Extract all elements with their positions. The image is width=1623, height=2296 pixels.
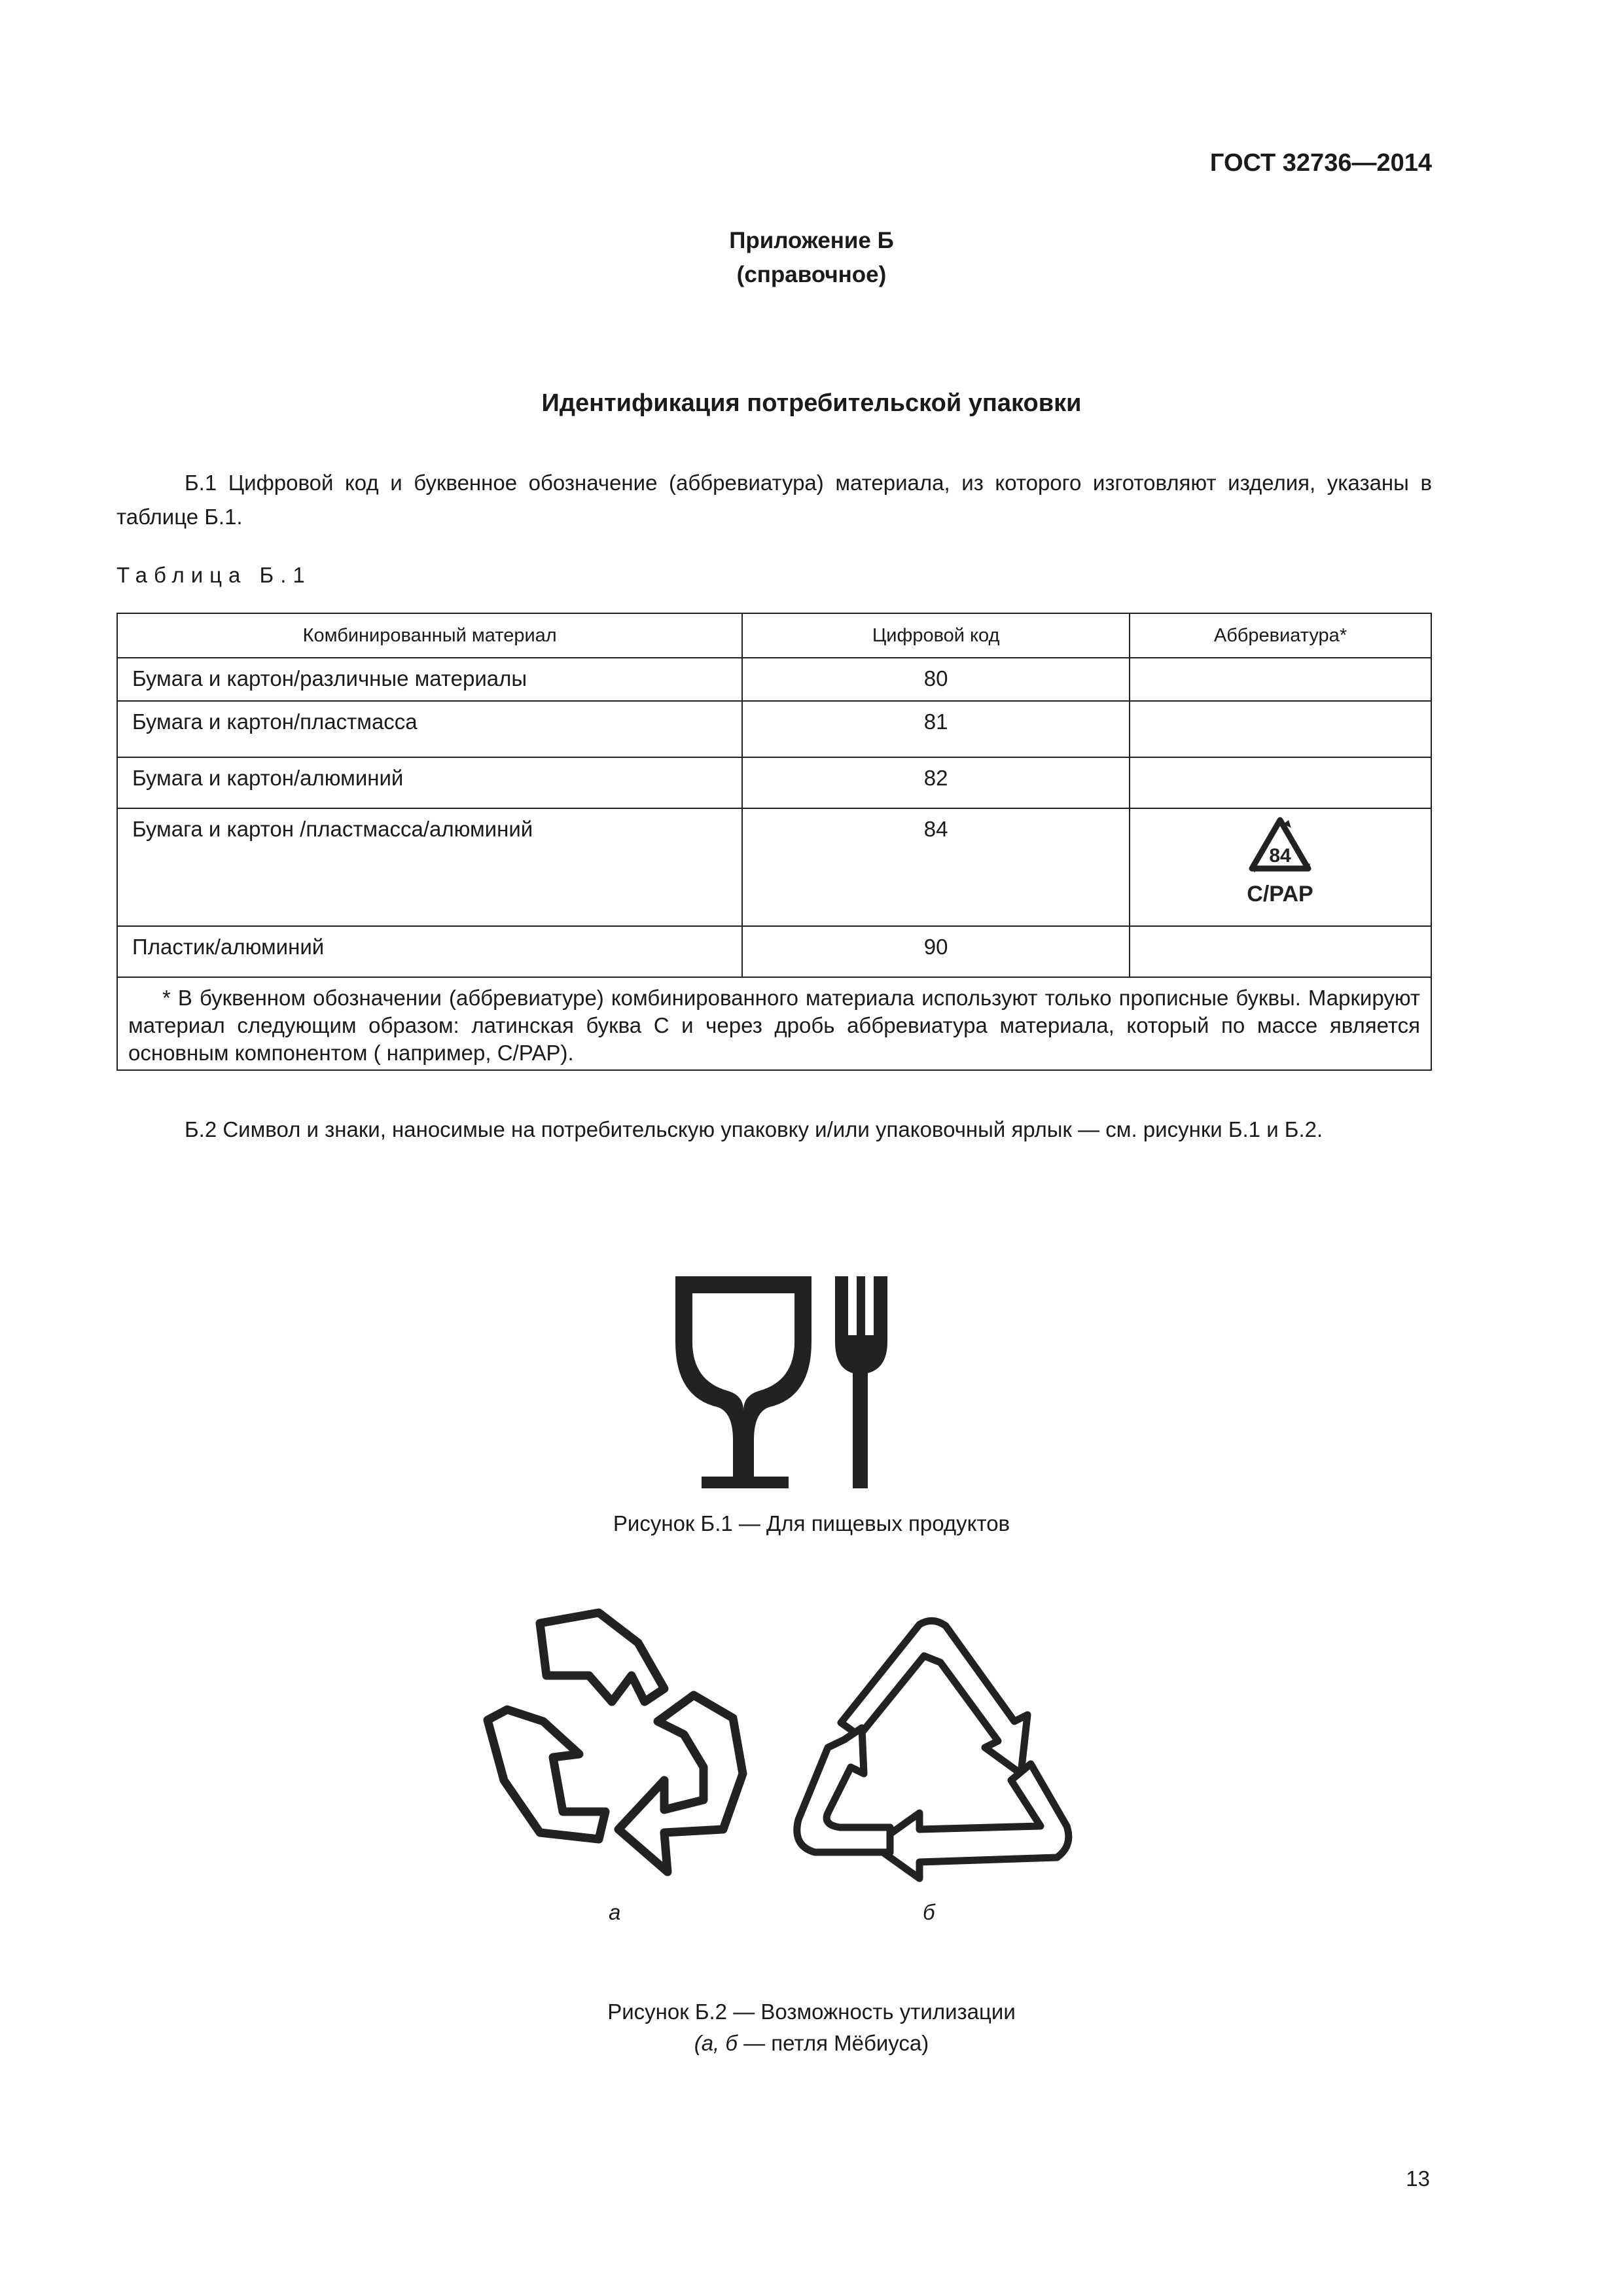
section-heading: Идентификация потребительской упаковки [541, 389, 1082, 417]
table-cell-material: Бумага и картон/различные материалы [117, 658, 742, 701]
recycling-code-number: 84 [1269, 845, 1291, 867]
appendix-heading [0, 224, 1623, 292]
figure-b2-caption-italic: (а, б [694, 2031, 738, 2055]
paragraph-b1-text: Б.1 Цифровой код и буквенное обозначение (аббревиатура) материала, из которого изготовляют изделия, указаны в таблице Б.1. [116, 471, 1432, 529]
recycle-chasing-arrows-icon [468, 1604, 769, 1898]
table-cell-code: 84 [742, 808, 1130, 926]
paragraph-b2-text: Б.2 Символ и знаки, наносимые на потребительскую упаковку и/или упаковочный ярлык — см. рисунки Б.1 и Б.2. [185, 1117, 1323, 1141]
table-cell-abbr-symbol [1130, 808, 1431, 926]
table-header-abbr: Аббревиатура* [1130, 613, 1431, 658]
figure-b2-label-b: б [923, 1900, 935, 1924]
document-number: ГОСТ 32736—2014 [1209, 149, 1432, 177]
table-header-code: Цифровой код [742, 613, 1130, 658]
table-header-material: Комбинированный материал [117, 613, 742, 658]
table-cell-material: Бумага и картон/алюминий [117, 757, 742, 808]
table-cell-abbr [1130, 701, 1431, 757]
table-footnote-text: * В буквенном обозначении (аббревиатуре) комбинированного материала используют только прописные буквы. Маркируют материал следующим образом: латинская буква С и через дробь аббревиатура материала, который по массе является основным компонентом ( например, С/РАР). [128, 986, 1420, 1065]
table-cell-code: 90 [742, 926, 1130, 977]
appendix-title: Приложение Б [729, 228, 894, 253]
paragraph-b1 [116, 466, 1432, 534]
figure-b1-caption: Рисунок Б.1 — Для пищевых продуктов [613, 1511, 1010, 1535]
table-cell-abbr [1130, 757, 1431, 808]
table-cell-abbr [1130, 926, 1431, 977]
materials-table [116, 613, 1432, 1071]
paragraph-b2 [116, 1113, 1432, 1147]
table-cell-code: 81 [742, 701, 1130, 757]
table-row [117, 757, 1431, 808]
table-row [117, 808, 1431, 926]
table-row [117, 701, 1431, 757]
table-row [117, 926, 1431, 977]
glass-and-fork-icon [668, 1270, 897, 1492]
table-cell-material: Пластик/алюминий [117, 926, 742, 977]
table-header-row [117, 613, 1431, 658]
figure-b2-caption-line2 [0, 2028, 1623, 2059]
recycling-abbreviation: C/PAP [1247, 882, 1313, 906]
mobius-triangle-icon [789, 1617, 1077, 1892]
table-footnote-row [117, 977, 1431, 1070]
table-cell-code: 82 [742, 757, 1130, 808]
figure-b2-caption-rest: — петля Мёбиуса) [737, 2031, 929, 2055]
page-number: 13 [1406, 2166, 1430, 2191]
table-cell-abbr [1130, 658, 1431, 701]
appendix-subtitle: (справочное) [736, 262, 887, 287]
figure-b2-caption [0, 1996, 1623, 2059]
table-cell-code: 80 [742, 658, 1130, 701]
table-row [117, 658, 1431, 701]
figure-b2-caption-line1: Рисунок Б.2 — Возможность утилизации [607, 2000, 1016, 2024]
figure-b2-label-a: а [609, 1900, 621, 1924]
table-cell-material: Бумага и картон /пластмасса/алюминий [117, 808, 742, 926]
recycling-code-84-icon [1130, 810, 1431, 925]
table-cell-material: Бумага и картон/пластмасса [117, 701, 742, 757]
table-label: Таблица Б.1 [116, 563, 312, 587]
table-footnote [117, 977, 1431, 1070]
